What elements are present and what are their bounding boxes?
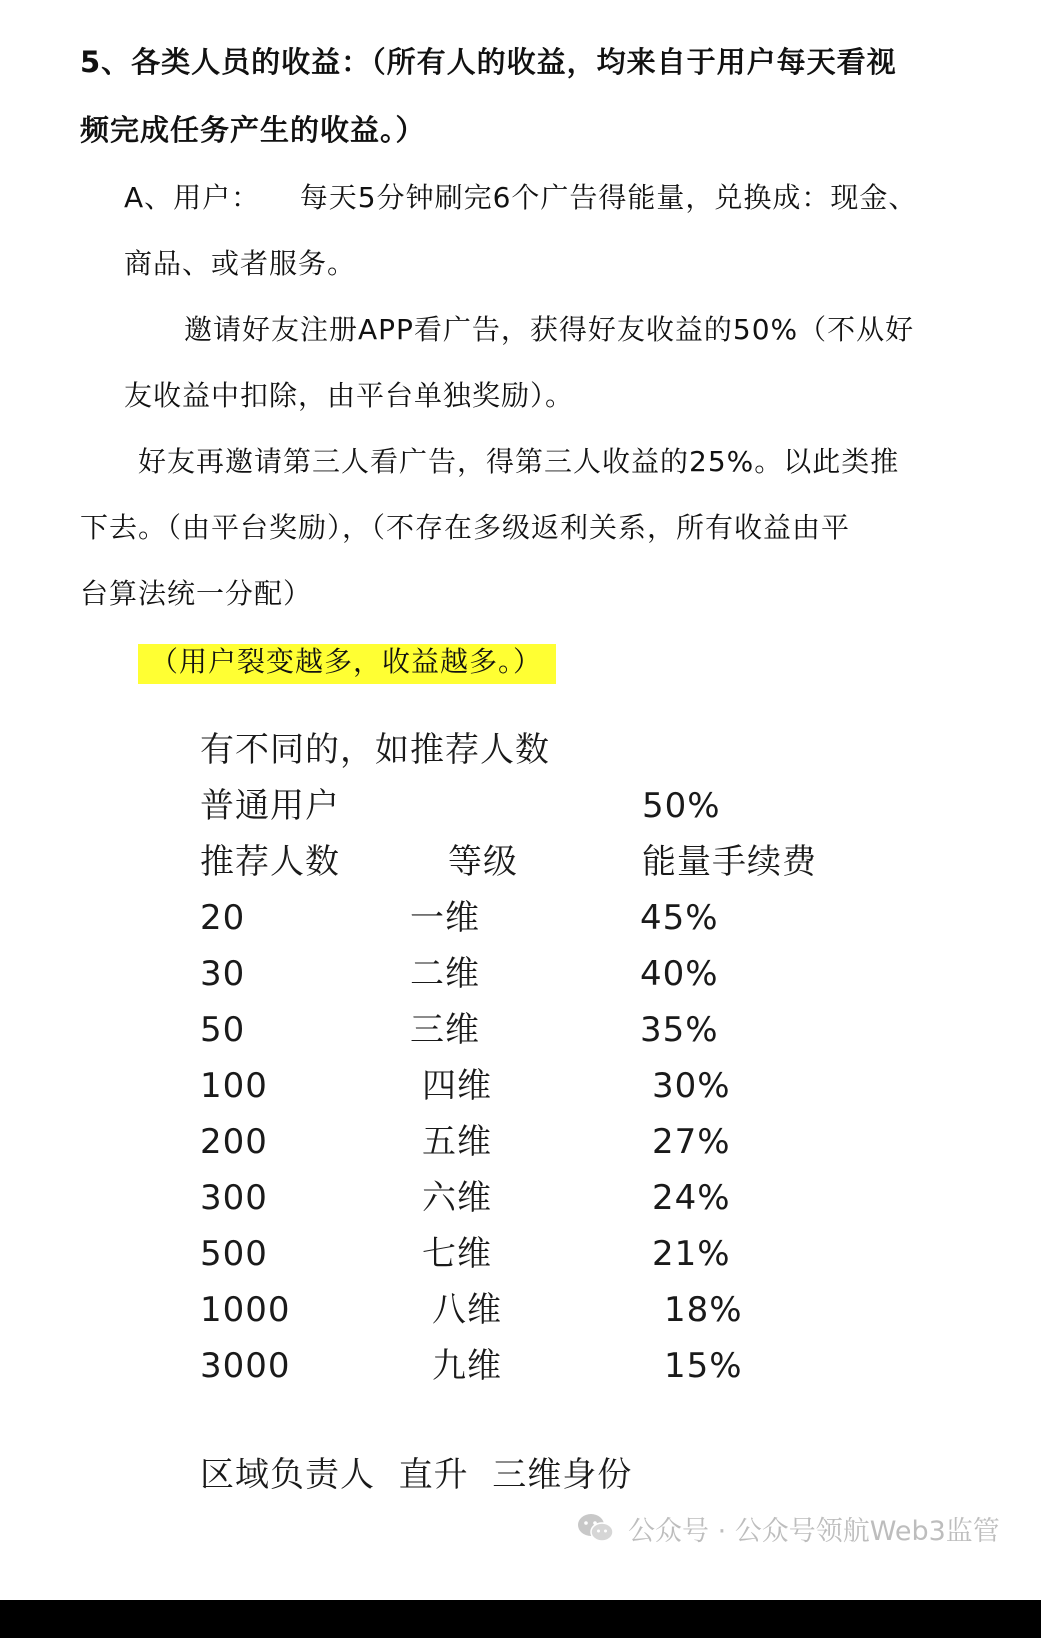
row-level: 六维 [422,1178,492,1218]
row-fee: 40% [640,954,719,994]
invite-friend-line-1: 邀请好友注册APP看广告，获得好友收益的50%（不从好 [184,313,915,346]
row-count: 300 [200,1178,268,1218]
row-count: 30 [200,954,246,994]
normal-user-fee: 50% [642,786,721,826]
row-level: 五维 [422,1122,492,1162]
row-count: 1000 [200,1290,291,1330]
table-intro: 有不同的，如推荐人数 [200,730,550,770]
row-fee: 21% [652,1234,731,1274]
row-level: 四维 [422,1066,492,1106]
third-party-line-2: 下去。（由平台奖励），（不存在多级返利关系，所有收益由平 [80,511,851,544]
row-fee: 30% [652,1066,731,1106]
row-count: 3000 [200,1346,291,1386]
row-level: 八维 [432,1290,502,1330]
header-level: 等级 [448,842,518,882]
third-party-line-1: 好友再邀请第三人看广告，得第三人收益的25%。以此类推 [138,445,900,478]
section-heading-line-2: 频完成任务产生的收益。） [80,113,426,147]
wechat-icon [576,1511,616,1545]
row-fee: 15% [664,1346,743,1386]
invite-friend-line-2: 友收益中扣除，由平台单独奖励）。 [124,379,575,412]
row-fee: 24% [652,1178,731,1218]
watermark [576,1500,1000,1556]
regional-leader-note: 区域负责人 直升 三维身份 [200,1455,633,1495]
header-referral-count: 推荐人数 [200,842,340,882]
row-count: 200 [200,1122,268,1162]
third-party-line-3: 台算法统一分配） [80,577,313,610]
row-fee: 18% [664,1290,743,1330]
row-fee: 27% [652,1122,731,1162]
watermark-text: 公众号 · 公众号领航Web3监管 [628,1515,1000,1547]
footer-bar [0,1600,1041,1638]
row-level: 二维 [410,954,480,994]
header-energy-fee: 能量手续费 [642,842,817,882]
row-fee: 45% [640,898,719,938]
section-heading-line-1: 5、各类人员的收益：（所有人的收益，均来自于用户每天看视 [80,45,897,79]
row-level: 七维 [422,1234,492,1274]
user-earnings-line-1: A、用户： 每天5分钟刷完6个广告得能量，兑换成：现金、 [124,181,918,214]
row-count: 500 [200,1234,268,1274]
row-count: 20 [200,898,246,938]
row-count: 100 [200,1066,268,1106]
row-level: 九维 [432,1346,502,1386]
row-level: 一维 [410,898,480,938]
highlighted-note: （用户裂变越多，收益越多。） [138,644,556,684]
row-count: 50 [200,1010,246,1050]
row-level: 三维 [410,1010,480,1050]
normal-user-label: 普通用户 [200,786,340,826]
row-fee: 35% [640,1010,719,1050]
user-earnings-line-2: 商品、或者服务。 [124,247,357,280]
